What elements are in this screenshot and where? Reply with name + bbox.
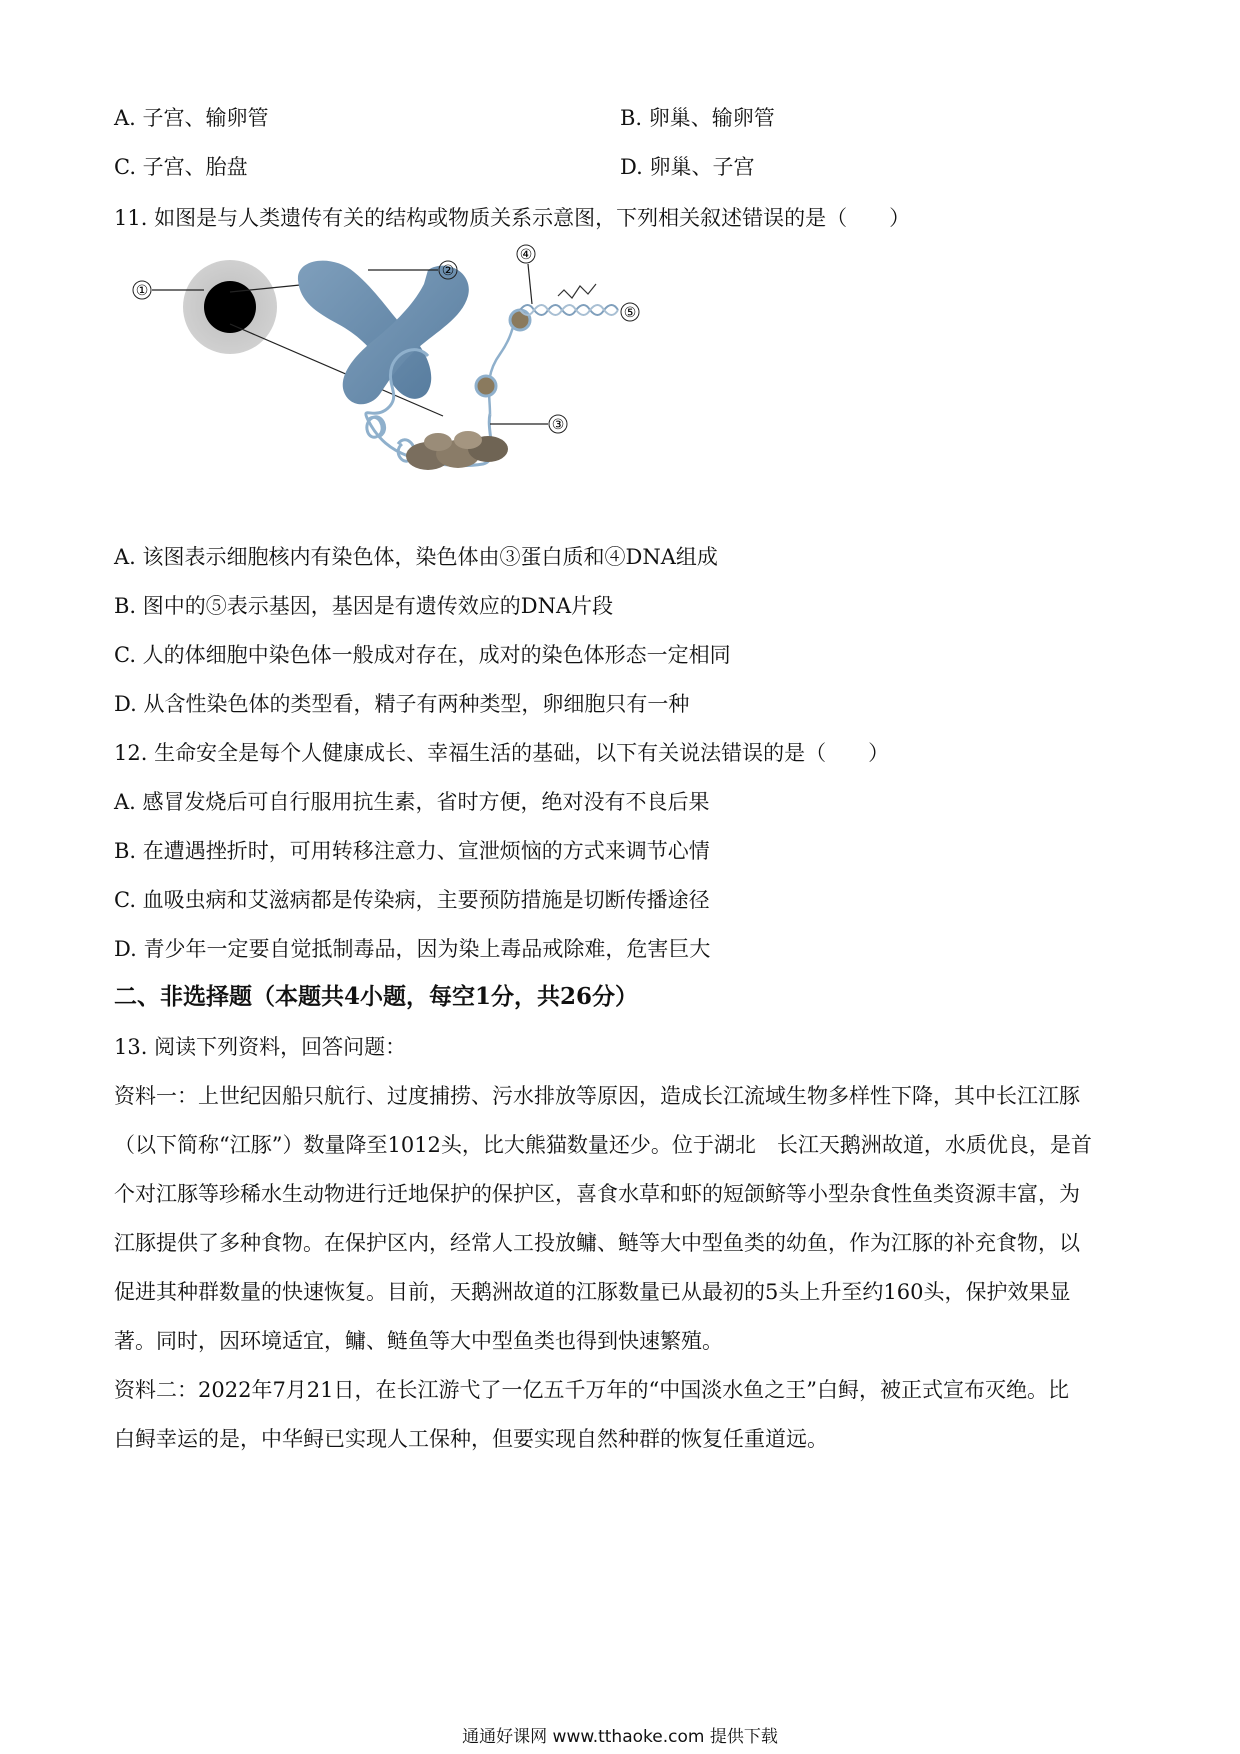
nucleosome-cluster <box>406 431 508 470</box>
nucleosome-bead <box>510 310 530 330</box>
material2-line: 白鲟幸运的是，中华鲟已实现人工保种，但要实现自然种群的恢复任重道远。 <box>114 1427 828 1451</box>
q10-option-d: D. 卵巢、子宫 <box>620 155 755 179</box>
q12-option-b: B. 在遭遇挫折时，可用转移注意力、宣泄烦恼的方式来调节心情 <box>114 839 710 863</box>
q12-stem: 12. 生命安全是每个人健康成长、幸福生活的基础，以下有关说法错误的是（ ） <box>114 741 890 765</box>
label-1: ① <box>135 283 149 299</box>
q10-option-b: B. 卵巢、输卵管 <box>620 106 775 130</box>
label-4: ④ <box>519 247 533 263</box>
q10-option-a: A. 子宫、输卵管 <box>114 106 269 130</box>
material1-line: （以下简称“江豚”）数量降至1012头，比大熊猫数量还少。位于湖北 长江天鹅洲故道，水质优良，是首 <box>114 1133 1092 1157</box>
q12-option-d: D. 青少年一定要自觉抵制毒品，因为染上毒品戒除难，危害巨大 <box>114 937 711 961</box>
chromosome <box>298 261 469 405</box>
label-5: ⑤ <box>623 305 637 321</box>
material1-line: 个对江豚等珍稀水生动物进行迁地保护的保护区，喜食水草和虾的短颌鲚等小型杂食性鱼类资源丰富，为 <box>114 1182 1080 1206</box>
label-2: ② <box>441 263 455 279</box>
q11-option-b: B. 图中的⑤表示基因，基因是有遗传效应的DNA片段 <box>114 594 614 618</box>
nucleus <box>204 281 256 333</box>
genetics-diagram <box>128 244 688 530</box>
material1-line: 促进其种群数量的快速恢复。目前，天鹅洲故道的江豚数量已从最初的5头上升至约160头，保护效果显 <box>114 1280 1071 1304</box>
material2-line: 资料二：2022年7月21日，在长江游弋了一亿五千万年的“中国淡水鱼之王”白鲟，被正式宣布灭绝。比 <box>114 1378 1069 1402</box>
nucleosome-bead <box>476 376 496 396</box>
q11-stem: 11. 如图是与人类遗传有关的结构或物质关系示意图，下列相关叙述错误的是（ ） <box>114 206 911 230</box>
material1-line: 资料一：上世纪因船只航行、过度捕捞、污水排放等原因，造成长江流域生物多样性下降，其中长江江豚 <box>114 1084 1080 1108</box>
q10-option-c: C. 子宫、胎盘 <box>114 155 248 179</box>
q11-option-d: D. 从含性染色体的类型看，精子有两种类型，卵细胞只有一种 <box>114 692 690 716</box>
q11-option-c: C. 人的体细胞中染色体一般成对存在，成对的染色体形态一定相同 <box>114 643 731 667</box>
q13-stem: 13. 阅读下列资料，回答问题： <box>114 1035 407 1059</box>
q12-option-a: A. 感冒发烧后可自行服用抗生素，省时方便，绝对没有不良后果 <box>114 790 710 814</box>
material1-line: 江豚提供了多种食物。在保护区内，经常人工投放鳙、鲢等大中型鱼类的幼鱼，作为江豚的补充食物，以 <box>114 1231 1080 1255</box>
material1-line: 著。同时，因环境适宜，鳙、鲢鱼等大中型鱼类也得到快速繁殖。 <box>114 1329 723 1353</box>
section-heading: 二、非选择题（本题共4小题，每空1分，共26分） <box>114 983 639 1010</box>
q11-option-a: A. 该图表示细胞核内有染色体，染色体由③蛋白质和④DNA组成 <box>114 545 718 569</box>
label-3: ③ <box>551 417 565 433</box>
q12-option-c: C. 血吸虫病和艾滋病都是传染病，主要预防措施是切断传播途径 <box>114 888 710 912</box>
footer-credit: 通通好课网 www.tthaoke.com 提供下载 <box>462 1727 778 1747</box>
